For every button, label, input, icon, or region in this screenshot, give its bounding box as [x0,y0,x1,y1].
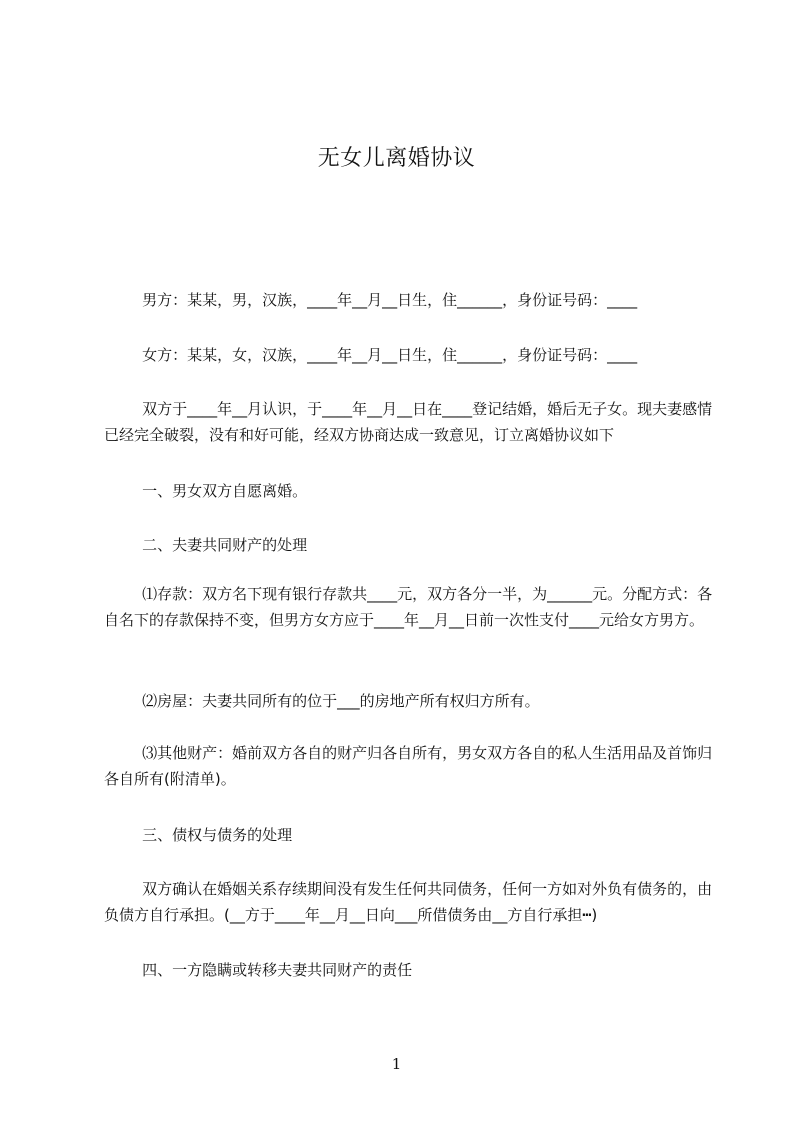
clause-2-heading: 二、夫妻共同财产的处理 [104,536,308,554]
marriage-background: 双方于____年__月认识，于____年__月__日在____登记结婚，婚后无子女。现夫妻感情已经完全破裂，没有和好可能，经双方协商达成一致意见，订立离婚协议如下 [104,400,713,444]
female-party-info: 女方：某某，女，汉族，____年__月__日生，住______，身份证号码：____ [104,346,638,364]
clause-2-house: ⑵房屋：夫妻共同所有的位于___的房地产所有权归方所有。 [104,692,540,710]
clause-4-heading: 四、一方隐瞒或转移夫妻共同财产的责任 [104,961,413,979]
clause-3-debts: 双方确认在婚姻关系存续期间没有发生任何共同债务，任何一方如对外负有债务的，由负债方自行承担。(__方于____年__月__日向___所借债务由__方自行承担┅) [104,880,713,924]
male-party-info: 男方：某某，男，汉族，____年__月__日生，住______，身份证号码：____ [104,291,638,309]
page-number: 1 [391,1055,402,1073]
clause-2-deposits: ⑴存款：双方名下现有银行存款共____元，双方各分一半，为______元。分配方式：各自名下的存款保持不变，但男方女方应于____年__月__日前一次性支付____元给女方男方。 [104,585,713,629]
clause-2-other-property: ⑶其他财产：婚前双方各自的财产归各自所有，男女双方各自的私人生活用品及首饰归各自所有(附清单)。 [104,744,713,788]
clause-1-heading: 一、男女双方自愿离婚。 [104,482,308,500]
clause-3-heading: 三、债权与债务的处理 [104,826,293,844]
document-title: 无女儿离婚协议 [317,146,476,171]
